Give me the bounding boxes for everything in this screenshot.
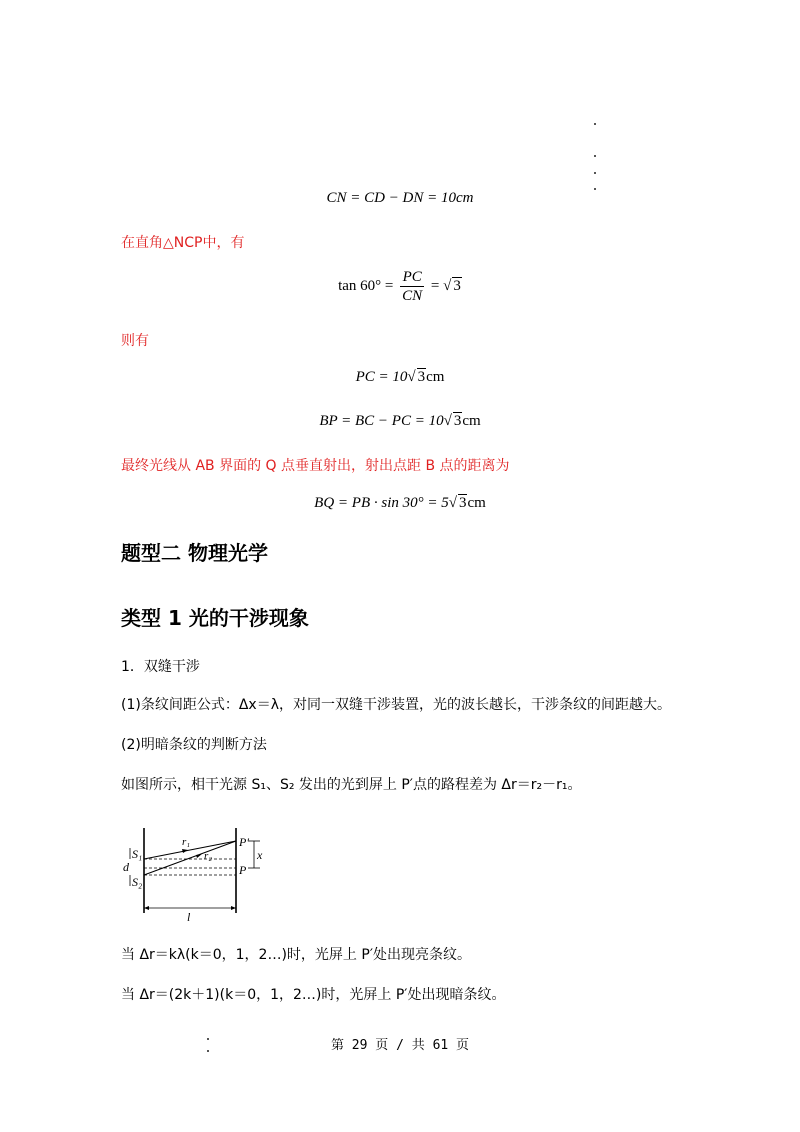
equation-cn: CN = CD − DN = 10cm: [326, 190, 474, 206]
text-in-triangle: 在直角△NCP中，有: [121, 235, 245, 251]
heading-type2: 题型二 物理光学: [121, 541, 268, 565]
decoration-dot: [594, 123, 596, 125]
text-then: 则有: [121, 333, 149, 349]
decoration-dot: [594, 172, 596, 174]
equation-bp: BP = BC − PC = 10√ 3cm: [319, 413, 481, 429]
equation-pc: PC = 10√ 3cm: [355, 369, 445, 385]
decoration-dot: [594, 155, 596, 157]
equation-bq: BQ = PB · sin 30° = 5√ 3cm: [314, 495, 486, 511]
label-x: x: [257, 848, 263, 862]
label-l: l: [187, 910, 191, 924]
double-slit-diagram: [118, 828, 278, 928]
label-s2: S₂: [132, 875, 143, 889]
label-p: P: [239, 863, 247, 877]
label-s1: S₁: [132, 847, 143, 861]
text-item1-1: (1)条纹间距公式：Δx＝λ，对同一双缝干涉装置，光的波长越长，干涉条纹的间距越大。: [121, 697, 671, 713]
text-as-shown: 如图所示，相干光源 S₁、S₂ 发出的光到屏上 P′点的路程差为 Δr＝r₂－r₁。: [121, 777, 582, 793]
label-r1: r₁: [182, 836, 191, 848]
text-item1: 1．双缝干涉: [121, 659, 200, 675]
text-dark: 当 Δr＝(2k＋1)(k＝0，1，2…)时，光屏上 P′处出现暗条纹。: [121, 987, 506, 1003]
arrow-head: [196, 854, 202, 858]
equation-tan: tan 60° = $\frac{PC}{CN}$ = √ 3: [338, 269, 461, 304]
label-p-prime: P′: [239, 835, 249, 849]
label-d: d: [123, 860, 129, 874]
text-item1-2: (2)明暗条纹的判断方法: [121, 737, 267, 753]
heading-class1: 类型 1 光的干涉现象: [121, 606, 309, 630]
page-footer: 第 29 页 / 共 61 页: [330, 1038, 470, 1053]
label-r2: r₂: [204, 850, 213, 862]
text-bright: 当 Δr＝kλ(k＝0，1，2…)时，光屏上 P′处出现亮条纹。: [121, 947, 471, 963]
text-final-ray: 最终光线从 AB 界面的 Q 点垂直射出，射出点距 B 点的距离为: [121, 458, 510, 474]
